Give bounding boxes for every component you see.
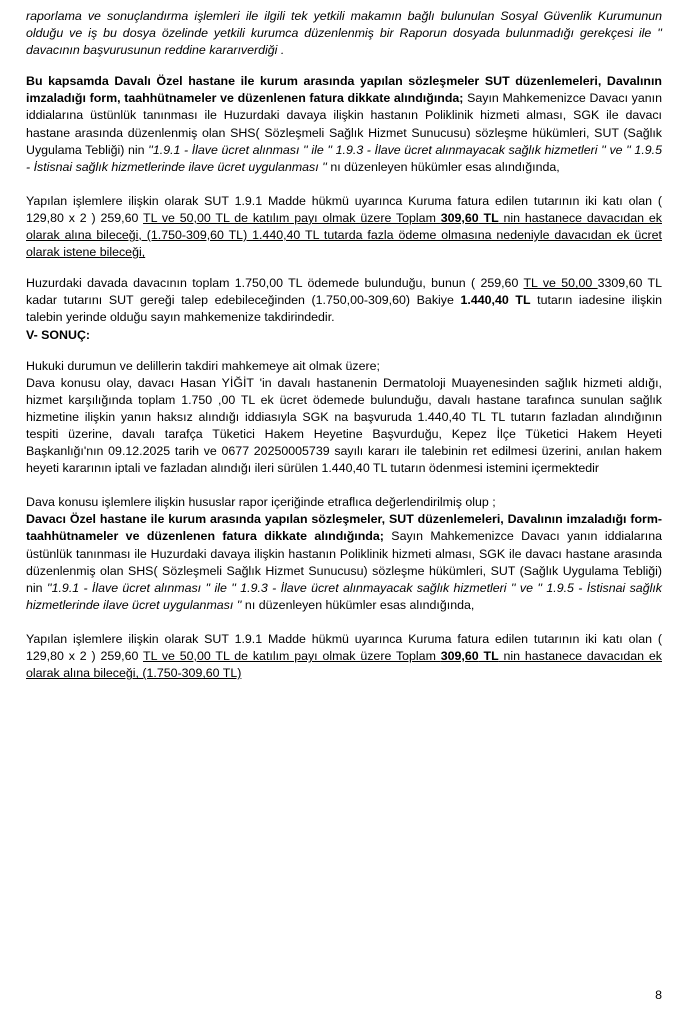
- paragraph-4-lead: Huzurdaki davada davacının toplam 1.750,00 TL ödemede bulunduğu, bunun ( 259,60: [26, 276, 524, 291]
- paragraph-8-tail: nı düzenleyen hükümler esas alındığında,: [241, 597, 475, 612]
- paragraph-3-amount: 309,60: [440, 210, 479, 225]
- paragraph-3-underline-3: nedeniyle davacıdan ek ücret olarak istene bileceği,: [26, 228, 662, 260]
- paragraph-3-underline-1: TL ve 50,00 TL de katılım payı olmak üzere Toplam: [143, 210, 441, 225]
- paragraph-3-underline-2: nin hastanece davacıdan ek olarak alına bileceği, (1.750-309,60 TL) 1.440,40 TL tutarda fazla ödeme olmasına: [26, 210, 662, 243]
- spacer: [26, 176, 662, 193]
- paragraph-4-tail: tutarın iadesine ilişkin talebin yerinde olduğu sayın mahkemenize takdirindedir.: [26, 293, 663, 325]
- paragraph-5: Hukuki durumun ve delillerin takdiri mahkemeye ait olmak üzere;: [26, 358, 380, 373]
- paragraph-9-amount: 309,60: [440, 649, 479, 663]
- page-number: 8: [655, 988, 662, 1002]
- paragraph-9-underline-2: nin hastanece davacıdan ek olarak alına bileceği, (1.750-309,60 TL): [26, 649, 662, 681]
- spacer: [26, 614, 662, 631]
- paragraph-8-bold-lead: Davacı Özel hastane ile kurum arasında yapılan sözleşmeler, SUT düzenlemeleri, Davalının imzaladığı form-taahhütnameler ve düzenlenen fatura dikkate alındığında;: [26, 512, 662, 544]
- spacer: [26, 261, 662, 275]
- paragraph-3-lead: Yapılan işlemlere ilişkin olarak SUT 1.9.1 Madde hükmü uyarınca Kuruma fatura edilen tutarının iki katı olan ( 129,80 x 2 ) 259,60: [26, 193, 662, 225]
- paragraph-8: [26, 511, 662, 614]
- paragraph-2-bold-lead: Bu kapsamda Davalı Özel hastane ile kurum arasında yapılan sözleşmeler SUT düzenlemeleri, Davalının imzaladığı form, taahhütnameler ve düzenlenen fatura dikkate alındığında;: [26, 74, 662, 106]
- spacer: [26, 477, 662, 494]
- paragraph-2-tail: nı düzenleyen hükümler esas alındığında,: [326, 159, 560, 174]
- paragraph-2: [26, 73, 662, 176]
- paragraph-3-currency: TL: [478, 210, 499, 225]
- spacer: [26, 59, 662, 73]
- paragraph-9-currency: TL: [478, 649, 499, 663]
- paragraph-2-body: Sayın Mahkemenizce Davacı yanın iddialarına üstünlük tanınması ile Huzurdaki davaya ilişkin hastanın Poliklinik hizmeti alması, SGK ile davacı hastane arasında düzenlenmiş olan SHS( Sözleşmeli Sağlık Hizmet Sunucusu) sözleşme hükümleri, SUT (Sağlık Uygulama Tebliği) nin: [26, 91, 662, 157]
- section-heading-sonuc: V- SONUÇ:: [26, 327, 91, 342]
- paragraph-7: Dava konusu işlemlere ilişkin hususlar rapor içeriğinde etraflıca değerlendirilmiş olup ;: [26, 495, 496, 510]
- paragraph-2-italic-citation: ''1.9.1 - İlave ücret alınması '' ile '' 1.9.3 - İlave ücret alınmayacak sağlık hizmetleri '' ve '' 1.9.5 - İstisnai sağlık hizmetlerinde ilave ücret uygulanması '': [26, 142, 662, 174]
- paragraph-6: Dava konusu olay, davacı Hasan YİĞİT 'in davalı hastanenin Dermatoloji Muayenesinden sağlık hizmeti aldığı, hizmet karşılığında toplam 1.750 ,00 TL ek ücret ödemede bulunduğu, davalı hastane tarafınca sunulan sağlık hizmetine ilişkin yanın haksız alındığı iddiasıyla SGK na başvuruda 1.440,40 TL TL tutarın fazladan alındığının tespiti üzerine, davalı tarafça Tüketici Hakem Heyetine Başvurduğu, Kepez İlçe Tüketici Hakem Heyeti Başkanlığı'nın 09.12.2025 tarih ve 0677 20250005739 sayılı kararı ile talebinin ret edilmesi üzerini, anılan hakem heyeti kararının iptali ve fazladan alındığı ileri sürülen 1.440,40 TL tutarın ödenmesi istemini içermektedir: [26, 375, 662, 476]
- paragraph-4: [26, 275, 662, 326]
- paragraph-9-underline-1: TL ve 50,00 TL de katılım payı olmak üzere Toplam: [143, 649, 441, 663]
- paragraph-4-underline-1: TL ve 50,00: [523, 276, 598, 291]
- spacer: [26, 344, 662, 358]
- paragraph-8-body: Sayın Mahkemenizce Davacı yanın iddialarına üstünlük tanınması ile Huzurdaki davaya ilişkin hastanın Poliklinik hizmeti alması, SGK ile davacı hastane arasında düzenlenmiş olan SHS( Sözleşmeli Sağlık Hizmet Sunucusu) sözleşme hükümleri, SUT (Sağlık Uygulama Tebliği) nin: [26, 529, 662, 595]
- paragraph-4-body: 3309,60 TL kadar tutarını SUT gereği talep edebileceğinden (1.750,00-309,60) Bakiye: [26, 276, 663, 308]
- paragraph-9: [26, 631, 662, 682]
- paragraph-3: [26, 193, 662, 261]
- paragraph-8-italic-citation: ''1.9.1 - İlave ücret alınması '' ile '' 1.9.3 - İlave ücret alınmayacak sağlık hizmetleri '' ve '' 1.9.5 - İstisnai sağlık hizmetlerinde ilave ücret uygulanması '': [26, 580, 662, 612]
- paragraph-4-amount: 1.440,40 TL: [460, 293, 531, 308]
- paragraph-1: raporlama ve sonuçlandırma işlemleri ile ilgili tek yetkili makamın bağlı bulunulan Sosyal Güvenlik Kurumunun olduğu ve iş bu dosya özelinde yetkili kurumca düzenlenmiş bir Raporun dosyada bulunmadığı gerekçesi ile '' davacının başvurusunun reddine kararıverdiği .: [26, 9, 662, 58]
- paragraph-9-lead: Yapılan işlemlere ilişkin olarak SUT 1.9.1 Madde hükmü uyarınca Kuruma fatura edilen tutarının iki katı olan ( 129,80 x 2 ) 259,60: [26, 631, 662, 663]
